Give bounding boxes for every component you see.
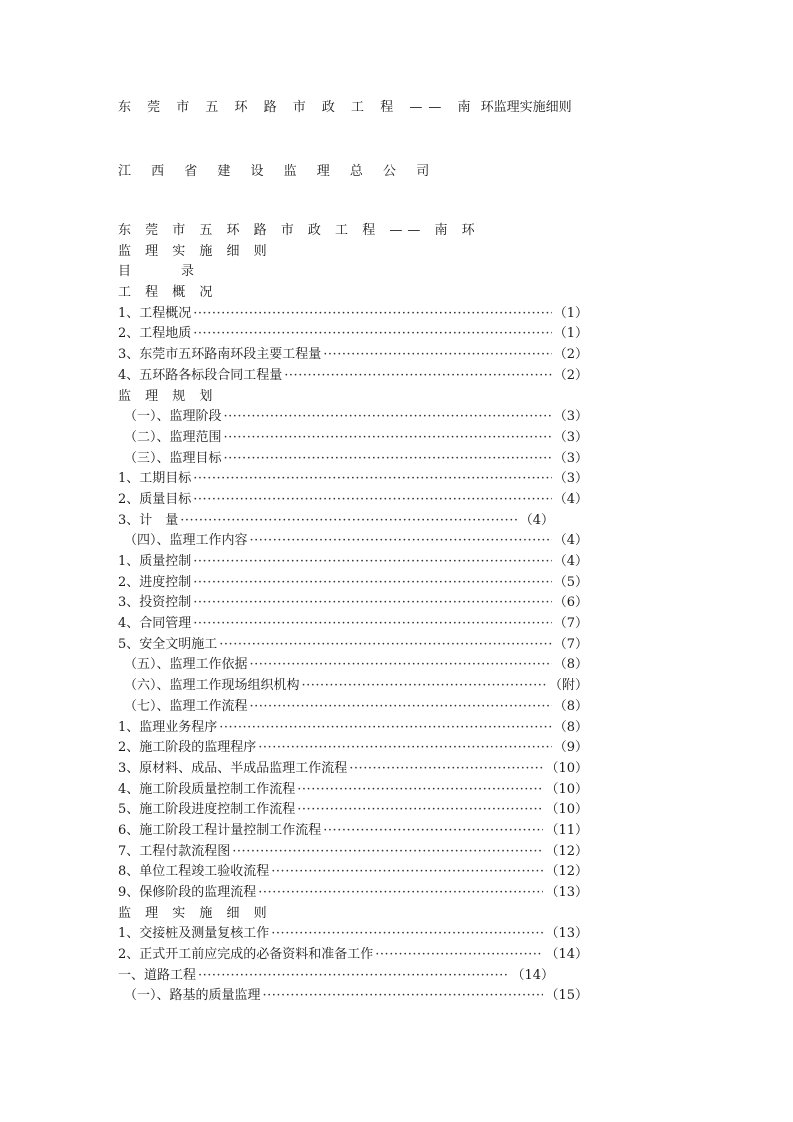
toc-dot-leader: [250, 655, 552, 676]
toc-entry[interactable]: [118, 614, 588, 635]
toc-dot-leader: [349, 759, 543, 780]
toc-entry[interactable]: [118, 511, 554, 532]
cover-subtitle: 监 理 实 施 细 则: [118, 243, 272, 259]
toc-dot-leader: [219, 635, 551, 656]
toc-entry-page: （6）: [553, 595, 588, 611]
toc-dot-leader: [297, 780, 543, 801]
toc-entry-page: （11）: [545, 822, 588, 838]
toc-entry-number: 2、: [118, 574, 140, 590]
toc-entry-label: 正式开工前应完成的必备资料和准备工作: [139, 947, 374, 963]
toc-entry[interactable]: [118, 842, 588, 863]
toc-entry-number: 一、: [118, 967, 145, 983]
toc-entry-number: （七）、: [124, 698, 170, 714]
toc-entry-number: （六）、: [124, 678, 170, 694]
toc-dot-leader: [224, 407, 552, 428]
toc-entry-number: 1、: [118, 554, 140, 569]
toc-entry-label: 道路工程: [144, 967, 197, 983]
toc-dot-leader: [297, 800, 543, 821]
document-title-tight: 环监理实施细则: [476, 100, 572, 115]
toc-entry[interactable]: [118, 945, 588, 966]
toc-entry[interactable]: [118, 986, 588, 1007]
toc-entry-page: （2）: [553, 367, 588, 383]
toc-entry-label: 施工阶段工程计量控制工作流程: [139, 822, 322, 838]
toc-entry[interactable]: [118, 366, 588, 387]
toc-entry-number: 1、: [118, 471, 140, 487]
toc-entry-number: 1、: [118, 719, 140, 735]
toc-dot-leader: [224, 428, 552, 449]
toc-entry-label: 计 量: [139, 512, 179, 528]
toc-entry-number: （一）、: [124, 409, 170, 425]
toc-dot-leader: [323, 345, 551, 366]
toc-dot-leader: [232, 842, 543, 863]
toc-entry[interactable]: [118, 573, 588, 594]
toc-entry-page: （4）: [553, 533, 588, 549]
toc-entry[interactable]: [118, 449, 588, 470]
toc-entry[interactable]: [118, 531, 588, 552]
toc-entry[interactable]: [118, 862, 588, 883]
toc-entry-number: （五）、: [124, 657, 170, 673]
toc-entry-label: 交接桩及测量复核工作: [139, 926, 270, 942]
toc-entry-label: 单位工程竣工验收流程: [139, 864, 270, 880]
toc-entry[interactable]: [118, 883, 588, 904]
toc-dot-leader: [258, 738, 551, 759]
toc-entry-page: （12）: [545, 843, 588, 859]
toc-entry-number: 3、: [118, 512, 140, 528]
toc-entry-page: （2）: [553, 347, 588, 363]
toc-entry-page: （4）: [553, 491, 588, 507]
toc-entry-page: （10）: [545, 802, 588, 818]
toc-entry-number: （三）、: [124, 450, 170, 466]
toc-dot-leader: [193, 614, 551, 635]
toc-entry-page: （3）: [553, 409, 588, 425]
toc-entry-page: （3）: [553, 450, 588, 466]
toc-entry-number: 5、: [118, 802, 140, 818]
toc-entry-number: 9、: [118, 885, 140, 900]
toc-entry-number: （二）、: [124, 429, 170, 445]
toc-entry-number: （一）、: [124, 988, 170, 1004]
toc-entry-page: （14）: [545, 947, 588, 963]
toc-entry-label: 进度控制: [139, 574, 192, 590]
toc-entry[interactable]: [118, 593, 588, 614]
toc-entry-page: （5）: [553, 574, 588, 590]
toc-entry-label: 监理目标: [169, 450, 222, 466]
toc-entry-label: 五环路各标段合同工程量: [139, 367, 283, 383]
toc-entry-page: （8）: [553, 698, 588, 714]
toc-entry[interactable]: [118, 676, 588, 697]
toc-section-heading: 监 理 实 施 细 则: [118, 905, 272, 921]
toc-entry-label: 投资控制: [139, 595, 192, 611]
toc-dot-leader: [258, 883, 543, 904]
toc-dot-leader: [271, 862, 543, 883]
toc-dot-leader: [284, 366, 551, 387]
toc-entry[interactable]: [118, 345, 588, 366]
toc-entry-number: 2、: [118, 947, 140, 963]
toc-dot-leader: [193, 304, 551, 325]
toc-entry-number: 7、: [118, 843, 140, 859]
toc-entry[interactable]: [118, 407, 588, 428]
toc-entry-number: 3、: [118, 347, 140, 363]
toc-entry-number: 8、: [118, 864, 140, 880]
toc-entry-page: （15）: [545, 988, 588, 1004]
toc-entry-label: 质量目标: [139, 491, 192, 507]
toc-entry[interactable]: [118, 800, 588, 821]
toc-entry-page: （7）: [553, 636, 588, 652]
toc-entry[interactable]: [118, 780, 588, 801]
toc-entry[interactable]: [118, 469, 588, 490]
toc-entry[interactable]: [118, 304, 588, 325]
toc-heading-right: 录: [181, 264, 195, 280]
toc-entry-number: 3、: [118, 760, 140, 776]
toc-entry[interactable]: [118, 924, 588, 945]
toc-dot-leader: [193, 552, 551, 573]
toc-entry[interactable]: [118, 966, 554, 987]
toc-entry[interactable]: [118, 428, 588, 449]
toc-entry-number: 1、: [118, 926, 140, 942]
toc-heading: [118, 262, 588, 283]
toc-entry-page: （4）: [553, 554, 588, 569]
toc-entry-number: 4、: [118, 781, 140, 797]
toc-entry-number: 2、: [118, 491, 140, 507]
toc-entry-page: （1）: [553, 305, 588, 321]
toc-entry-label: 保修阶段的监理流程: [139, 885, 257, 900]
toc-entry-label: 监理工作流程: [169, 698, 248, 714]
company-name: 江 西 省 建 设 监 理 总 公 司: [118, 164, 438, 179]
toc-entry-number: 4、: [118, 367, 140, 383]
toc-entry[interactable]: [118, 552, 588, 573]
toc-entry-page: （3）: [553, 429, 588, 445]
toc-entry-number: （四）、: [124, 533, 170, 549]
toc-dot-leader: [180, 511, 517, 532]
toc-entry-page: （13）: [545, 885, 588, 900]
toc-dot-leader: [375, 945, 543, 966]
toc-entry-page: （13）: [545, 926, 588, 942]
table-of-contents: [118, 221, 588, 1007]
toc-entry-page: （12）: [545, 864, 588, 880]
toc-entry-number: 3、: [118, 595, 140, 611]
toc-heading-left: 目: [118, 264, 132, 280]
toc-dot-leader: [263, 986, 544, 1007]
toc-entry[interactable]: [118, 655, 588, 676]
toc-dot-leader: [193, 469, 551, 490]
cover-title: 东 莞 市 五 环 路 市 政 工 程 —— 南 环: [118, 223, 480, 238]
toc-dot-leader: [302, 676, 547, 697]
toc-entry[interactable]: [118, 759, 588, 780]
toc-entry-number: 5、: [118, 636, 140, 652]
document-title: [118, 96, 572, 115]
toc-entry[interactable]: [118, 738, 588, 759]
toc-entry-page: （7）: [553, 616, 588, 632]
toc-entry-label: 监理工作现场组织机构: [169, 678, 300, 694]
toc-entry-label: 施工阶段的监理程序: [139, 740, 257, 756]
toc-dot-leader: [193, 490, 551, 511]
toc-dot-leader: [250, 697, 552, 718]
toc-entry-page: （10）: [545, 781, 588, 797]
toc-section-heading: 工 程 概 况: [118, 285, 218, 301]
toc-entry-label: 东莞市五环路南环段主要工程量: [139, 347, 322, 363]
document-title-spaced: 东 莞 市 五 环 路 市 政 工 程 —— 南: [118, 100, 477, 115]
toc-section-heading: 监 理 规 划: [118, 388, 218, 404]
toc-entry-label: 工程付款流程图: [139, 843, 231, 859]
toc-entry-page: （4）: [519, 512, 554, 528]
toc-entry-label: 原材料、成品、半成品监理工作流程: [139, 760, 348, 776]
toc-entry-label: 施工阶段质量控制工作流程: [139, 781, 296, 797]
toc-entry-number: 2、: [118, 326, 140, 342]
toc-body: [118, 283, 588, 1007]
toc-entry-label: 监理业务程序: [139, 719, 218, 735]
toc-entry-label: 安全文明施工: [139, 636, 218, 652]
toc-dot-leader: [198, 966, 509, 987]
toc-entry-label: 监理工作依据: [169, 657, 248, 673]
toc-entry-page: （3）: [553, 471, 588, 487]
toc-entry-label: 施工阶段进度控制工作流程: [139, 802, 296, 818]
toc-entry-page: （14）: [511, 967, 554, 983]
toc-entry[interactable]: [118, 718, 588, 739]
toc-entry-label: 工期目标: [139, 471, 192, 487]
toc-dot-leader: [193, 324, 551, 345]
toc-dot-leader: [250, 531, 552, 552]
toc-entry-label: 监理工作内容: [169, 533, 248, 549]
toc-entry-page: （附）: [548, 678, 588, 694]
toc-dot-leader: [219, 718, 551, 739]
toc-entry[interactable]: [118, 821, 588, 842]
toc-dot-leader: [271, 924, 543, 945]
toc-entry[interactable]: [118, 490, 588, 511]
toc-entry-page: （1）: [553, 326, 588, 342]
toc-dot-leader: [193, 573, 551, 594]
toc-dot-leader: [224, 449, 552, 470]
toc-entry[interactable]: [118, 324, 588, 345]
toc-entry-page: （10）: [545, 760, 588, 776]
toc-entry-label: 监理范围: [169, 429, 222, 445]
toc-entry-number: 2、: [118, 740, 140, 756]
toc-entry[interactable]: [118, 697, 588, 718]
toc-entry-number: 4、: [118, 616, 140, 632]
toc-entry-number: 6、: [118, 822, 140, 838]
toc-entry-label: 监理阶段: [169, 409, 222, 425]
toc-entry-page: （9）: [553, 740, 588, 756]
toc-entry-label: 合同管理: [139, 616, 192, 632]
toc-entry-number: 1、: [118, 305, 140, 321]
toc-entry-label: 质量控制: [139, 554, 192, 569]
toc-entry-label: 工程概况: [139, 305, 192, 321]
toc-entry-page: （8）: [553, 657, 588, 673]
toc-entry-label: 路基的质量监理: [169, 988, 261, 1004]
toc-dot-leader: [323, 821, 543, 842]
toc-entry-label: 工程地质: [139, 326, 192, 342]
toc-dot-leader: [193, 593, 551, 614]
toc-entry-page: （8）: [553, 719, 588, 735]
toc-entry[interactable]: [118, 635, 588, 656]
